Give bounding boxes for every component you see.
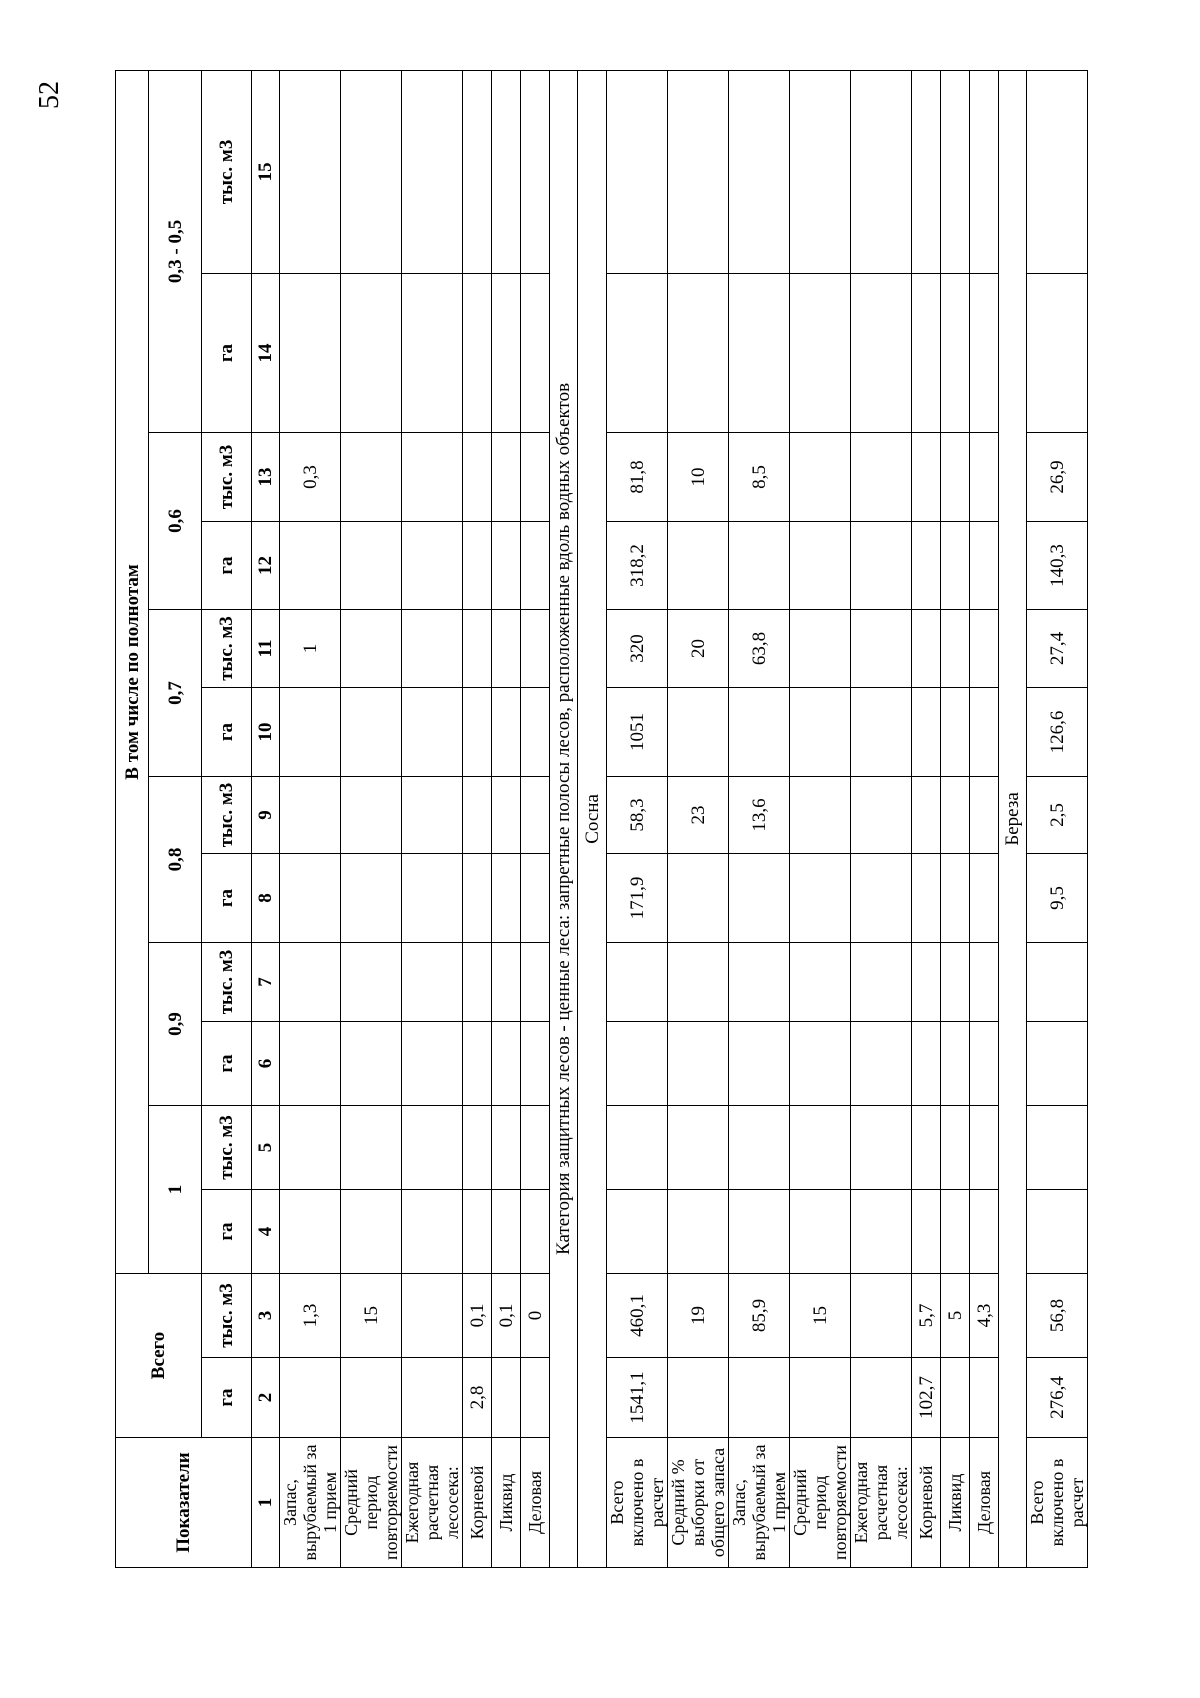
table-cell [492,1106,521,1190]
table-cell [941,610,970,688]
table-cell [790,522,851,610]
table-cell [402,1274,463,1358]
table-cell [607,943,668,1022]
table-cell: 58,3 [607,777,668,854]
table-cell [729,1106,790,1190]
table-cell [668,274,729,433]
species-pine-row: Сосна [578,70,607,1567]
table-row [1027,70,1088,1567]
column-number-15: 15 [252,70,280,273]
table-cell [851,854,912,943]
table-row [521,70,550,1567]
header-by-density: В том числе по полнотам [116,70,149,1273]
table-cell [668,854,729,943]
table-cell [851,1022,912,1106]
table-cell [851,943,912,1022]
table-cell [402,688,463,777]
header-density-1: 0,9 [149,943,202,1106]
table-cell [912,943,941,1022]
row-label: Корневой [463,1438,492,1568]
table-cell [790,70,851,273]
table-cell [492,1358,521,1438]
column-number-8: 8 [252,854,280,943]
table-cell [463,854,492,943]
table-cell: 1,3 [280,1274,341,1358]
table-cell [970,943,999,1022]
rotated-table-container [115,71,1087,1568]
table-cell [912,522,941,610]
header-unit-ha: га [202,274,252,433]
table-row [668,70,729,1567]
table-cell: 126,6 [1027,688,1088,777]
table-cell [402,1106,463,1190]
table-row [970,70,999,1567]
table-cell [729,274,790,433]
page-number: 52 [34,81,65,109]
table-cell [341,433,402,522]
table-cell [463,688,492,777]
row-label: Корневой [912,1438,941,1568]
table-cell [607,1022,668,1106]
table-cell [851,274,912,433]
table-cell [729,1022,790,1106]
table-cell [341,688,402,777]
table-cell [970,70,999,273]
table-cell [521,433,550,522]
table-cell [912,854,941,943]
table-cell [941,1106,970,1190]
table-cell: 2,5 [1027,777,1088,854]
table-cell [492,70,521,273]
table-cell [492,1022,521,1106]
table-cell [851,777,912,854]
table-cell [341,70,402,273]
table-cell [851,70,912,273]
header-density-3: 0,7 [149,610,202,777]
table-cell [668,1022,729,1106]
table-cell: 26,9 [1027,433,1088,522]
table-cell: 13,6 [729,777,790,854]
table-cell [970,274,999,433]
table-row [492,70,521,1567]
table-cell [941,943,970,1022]
table-cell: 10 [668,433,729,522]
table-cell [912,1190,941,1274]
table-cell [790,777,851,854]
table-cell [280,777,341,854]
table-cell [463,777,492,854]
column-number-14: 14 [252,274,280,433]
table-cell [463,943,492,1022]
table-cell [463,610,492,688]
table-cell [729,522,790,610]
table-cell: 1541,1 [607,1358,668,1438]
table-cell [970,854,999,943]
table-cell [341,1358,402,1438]
table-row [402,70,463,1567]
table-cell [280,854,341,943]
table-cell [492,688,521,777]
header-unit-ha: га [202,1022,252,1106]
table-cell [402,1022,463,1106]
table-cell [402,1190,463,1274]
table-cell [941,433,970,522]
species-birch-row: Береза [999,70,1027,1567]
table-cell [970,1190,999,1274]
table-cell: 2,8 [463,1358,492,1438]
table-row [912,70,941,1567]
table-cell [851,1274,912,1358]
row-label: Ежегодная расчетная лесосека: [402,1438,463,1568]
table-cell [607,1190,668,1274]
table-cell [729,1190,790,1274]
table-cell [1027,274,1088,433]
table-cell [607,274,668,433]
table-cell [912,70,941,273]
table-cell [341,1106,402,1190]
table-cell: 23 [668,777,729,854]
header-density-5: 0,3 - 0,5 [149,70,202,432]
table-cell [402,70,463,273]
table-cell [790,433,851,522]
table-cell [521,777,550,854]
table-cell [280,70,341,273]
header-unit-thous-m3: тыс. м3 [202,1274,252,1358]
table-cell [492,522,521,610]
table-cell: 5 [941,1274,970,1358]
row-label: Ежегодная расчетная лесосека: [851,1438,912,1568]
table-row [729,70,790,1567]
table-cell [402,943,463,1022]
table-cell: 1 [280,610,341,688]
table-cell [941,1358,970,1438]
table-cell [280,1022,341,1106]
table-cell [851,610,912,688]
column-number-10: 10 [252,688,280,777]
header-unit-ha: га [202,522,252,610]
column-number-13: 13 [252,433,280,522]
table-cell [790,1022,851,1106]
table-cell: 5,7 [912,1274,941,1358]
table-cell [280,274,341,433]
table-cell [341,854,402,943]
table-cell [280,1190,341,1274]
table-cell [1027,943,1088,1022]
table-cell: 19 [668,1274,729,1358]
table-cell: 9,5 [1027,854,1088,943]
table-cell [492,274,521,433]
table-cell [402,854,463,943]
table-cell [970,433,999,522]
table-cell [970,1022,999,1106]
header-unit-ha: га [202,688,252,777]
table-cell [521,854,550,943]
column-number-4: 4 [252,1190,280,1274]
table-cell [1027,1190,1088,1274]
row-label: Средний % выборки от общего запаса [668,1438,729,1568]
table-cell [402,522,463,610]
table-cell: 1051 [607,688,668,777]
table-row [280,70,341,1567]
table-cell [668,1106,729,1190]
table-cell: 0,3 [280,433,341,522]
table-cell [790,1106,851,1190]
table-cell [970,610,999,688]
table-row [790,70,851,1567]
table-row [851,70,912,1567]
table-cell [402,433,463,522]
table-cell [941,70,970,273]
table-cell [463,274,492,433]
table-cell: 171,9 [607,854,668,943]
table-cell [402,274,463,433]
table-cell [851,1358,912,1438]
table-cell [492,854,521,943]
table-cell [729,854,790,943]
table-cell [402,1358,463,1438]
table-cell: 27,4 [1027,610,1088,688]
table-cell [521,1358,550,1438]
table-cell: 20 [668,610,729,688]
table-cell [492,433,521,522]
header-unit-ha: га [202,1358,252,1438]
table-row [463,70,492,1567]
table-cell [1027,70,1088,273]
table-cell: 15 [341,1274,402,1358]
row-label: Всего включено в расчет [1027,1438,1088,1568]
table-cell [463,1106,492,1190]
table-cell [521,688,550,777]
table-cell: 320 [607,610,668,688]
column-number-7: 7 [252,943,280,1022]
table-cell [280,1106,341,1190]
header-density-2: 0,8 [149,777,202,943]
header-density-0: 1 [149,1106,202,1274]
table-cell [463,433,492,522]
table-cell [851,688,912,777]
column-number-9: 9 [252,777,280,854]
column-number-5: 5 [252,1106,280,1190]
table-cell [521,610,550,688]
table-cell [851,1106,912,1190]
table-row [941,70,970,1567]
table-cell [341,777,402,854]
column-number-11: 11 [252,610,280,688]
row-label: Ликвид [941,1438,970,1568]
table-cell [463,1022,492,1106]
table-cell [463,1190,492,1274]
header-unit-ha: га [202,854,252,943]
table-cell [1027,1022,1088,1106]
header-unit-thous-m3: тыс. м3 [202,943,252,1022]
row-label: Всего включено в расчет [607,1438,668,1568]
table-cell: 140,3 [1027,522,1088,610]
table-cell [941,1190,970,1274]
table-cell [790,943,851,1022]
table-cell: 8,5 [729,433,790,522]
table-cell [463,522,492,610]
column-number-6: 6 [252,1022,280,1106]
table-cell [729,943,790,1022]
table-cell [521,943,550,1022]
table-cell [668,1190,729,1274]
table-cell [790,688,851,777]
table-cell [729,70,790,273]
table-cell [970,522,999,610]
table-cell [851,433,912,522]
table-cell: 460,1 [607,1274,668,1358]
table-cell [521,70,550,273]
table-cell [521,1190,550,1274]
table-cell [668,70,729,273]
table-cell: 102,7 [912,1358,941,1438]
table-cell: 15 [790,1274,851,1358]
table-cell [912,777,941,854]
table-cell [941,777,970,854]
row-label: Запас, вырубаемый за 1 прием [280,1438,341,1568]
table-cell [492,1190,521,1274]
table-cell [280,688,341,777]
table-cell [1027,1106,1088,1190]
table-cell [729,688,790,777]
table-cell [341,522,402,610]
table-row [607,70,668,1567]
table-cell [970,1106,999,1190]
header-unit-thous-m3: тыс. м3 [202,70,252,273]
table-cell [607,1106,668,1190]
table-cell [280,1358,341,1438]
table-row [341,70,402,1567]
table-cell [402,610,463,688]
table-cell [668,943,729,1022]
table-cell [851,522,912,610]
header-unit-ha: га [202,1190,252,1274]
table-cell [912,1106,941,1190]
table-cell [280,522,341,610]
table-cell [521,522,550,610]
table-cell: 63,8 [729,610,790,688]
table-cell [729,1358,790,1438]
table-cell [668,522,729,610]
header-unit-thous-m3: тыс. м3 [202,1106,252,1190]
table-cell [668,688,729,777]
column-number-12: 12 [252,522,280,610]
table-cell: 81,8 [607,433,668,522]
table-cell [492,610,521,688]
header-unit-thous-m3: тыс. м3 [202,433,252,522]
column-number-3: 3 [252,1274,280,1358]
table-cell [941,688,970,777]
table-cell: 0 [521,1274,550,1358]
row-label: Запас, вырубаемый за 1 прием [729,1438,790,1568]
table-cell [341,943,402,1022]
table-cell [941,522,970,610]
header-density-4: 0,6 [149,433,202,610]
table-cell: 0,1 [492,1274,521,1358]
table-cell [402,777,463,854]
table-cell [521,274,550,433]
table-cell [851,1190,912,1274]
row-label: Ликвид [492,1438,521,1568]
table-cell: 276,4 [1027,1358,1088,1438]
table-cell [912,610,941,688]
header-unit-thous-m3: тыс. м3 [202,777,252,854]
table-cell [668,1358,729,1438]
table-cell [341,274,402,433]
table-cell [341,610,402,688]
row-label: Деловая [970,1438,999,1568]
header-total: Всего [116,1274,202,1438]
table-cell [970,1358,999,1438]
table-cell: 318,2 [607,522,668,610]
row-label: Средний период повторяемости [790,1438,851,1568]
table-cell [521,1022,550,1106]
table-cell: 56,8 [1027,1274,1088,1358]
header-unit-thous-m3: тыс. м3 [202,610,252,688]
header-indicators: Показатели [116,1438,252,1568]
table-cell: 0,1 [463,1274,492,1358]
table-cell [492,943,521,1022]
table-cell [912,433,941,522]
category-row: Категория защитных лесов - ценные леса: запретные полосы лесов, расположенные вдоль водных объектов [550,70,578,1567]
table-cell [912,1022,941,1106]
table-cell [492,777,521,854]
table-cell [790,1190,851,1274]
table-cell [341,1190,402,1274]
allowable-cut-table [115,70,1088,1568]
table-cell [941,274,970,433]
row-label: Средний период повторяемости [341,1438,402,1568]
table-cell: 85,9 [729,1274,790,1358]
table-cell: 4,3 [970,1274,999,1358]
table-cell [521,1106,550,1190]
table-cell [607,70,668,273]
table-cell [970,688,999,777]
table-cell [463,70,492,273]
table-cell [790,854,851,943]
table-cell [912,274,941,433]
table-cell [790,1358,851,1438]
table-cell [912,688,941,777]
table-cell [280,943,341,1022]
table-cell [341,1022,402,1106]
column-number-2: 2 [252,1358,280,1438]
table-cell [790,610,851,688]
table-cell [941,854,970,943]
table-cell [790,274,851,433]
table-cell [970,777,999,854]
table-cell [941,1022,970,1106]
column-number-1: 1 [252,1438,280,1568]
row-label: Деловая [521,1438,550,1568]
